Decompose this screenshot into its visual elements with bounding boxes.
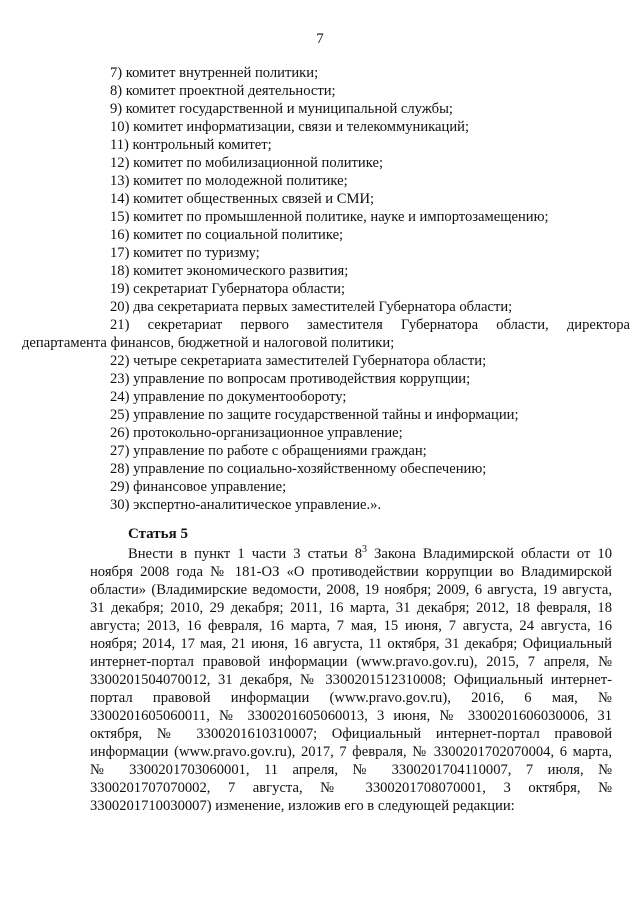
- list-item: 30) экспертно-аналитическое управление.».: [110, 497, 382, 513]
- list-item: 12) комитет по мобилизационной политике;: [110, 155, 383, 171]
- structure-list: [22, 64, 630, 514]
- list-item: 25) управление по защите государственной тайны и информации;: [110, 407, 519, 423]
- list-item: 26) протокольно-организационное управление;: [110, 425, 403, 441]
- list-item-21-text: 21) секретариат первого заместителя Губернатора области, директора: [110, 317, 630, 333]
- list-item: 11) контрольный комитет;: [110, 137, 272, 153]
- list-item: 13) комитет по молодежной политике;: [110, 173, 348, 189]
- list-item: 9) комитет государственной и муниципальной службы;: [110, 101, 453, 117]
- list-item-21: [22, 316, 630, 352]
- list-item: 20) два секретариата первых заместителей Губернатора области;: [110, 299, 513, 315]
- list-item: 7) комитет внутренней политики;: [110, 65, 319, 81]
- list-item: 19) секретариат Губернатора области;: [110, 281, 346, 297]
- list-item: 18) комитет экономического развития;: [110, 263, 349, 279]
- list-item: 15) комитет по промышленной политике, науке и импортозамещению;: [110, 209, 549, 225]
- list-item: 24) управление по документообороту;: [110, 389, 347, 405]
- list-item: 16) комитет по социальной политике;: [110, 227, 344, 243]
- list-item: 22) четыре секретариата заместителей Губернатора области;: [110, 353, 487, 369]
- list-item: 23) управление по вопросам противодействия коррупции;: [110, 371, 471, 387]
- list-item-21-continuation: департамента финансов, бюджетной и налоговой политики;: [22, 335, 395, 351]
- list-item: 10) комитет информатизации, связи и телекоммуникаций;: [110, 119, 470, 135]
- article-intro: Внести в пункт 1 части 3 статьи 8: [128, 546, 363, 562]
- page-number: 7: [316, 31, 324, 47]
- list-item: 28) управление по социально-хозяйственному обеспечению;: [110, 461, 487, 477]
- article-body: [90, 545, 612, 815]
- list-item: 14) комитет общественных связей и СМИ;: [110, 191, 375, 207]
- list-item: 17) комитет по туризму;: [110, 245, 260, 261]
- article-text: Закона Владимирской области от 10 ноября 2008 года № 181-ОЗ «О противодействии коррупции во Владимирской области» (Владимирские ведомости, 2008, 19 ноября; 2009, 6 августа, 19 августа, 31 декабря; 2010, 29 декабря; 2011, 16 марта, 31 декабря; 2012, 18 февраля, 18 августа; 2013, 16 февраля, 16 марта, 7 мая, 15 июня, 7 августа, 24 августа, 16 ноября; 2014, 17 мая, 21 июня, 16 августа, 11 октября, 31 декабря; Официальный интернет-портал правовой информации (www.pravo.gov.ru), 2015, 7 апреля, № 3300201504070012, 31 декабря, № 3300201512310008; Официальный интернет-портал правовой информации (www.pravo.gov.ru), 2016, 6 мая, № 3300201605060011, № 3300201605060013, 3 июня, № 3300201606030006, 31 октября, № 3300201610310007; Официальный интернет-портал правовой информации (www.pravo.gov.ru), 2017, 7 февраля, № 3300201702070004, 6 марта, № 3300201703060001, 11 апреля, № 3300201704110007, 7 июля, № 3300201707070002, 7 августа, № 3300201708070001, 3 октября, № 3300201710030007) изменение, изложив его в следующей редакции:: [90, 546, 613, 814]
- list-item: 27) управление по работе с обращениями граждан;: [110, 443, 427, 459]
- list-item: 29) финансовое управление;: [110, 479, 287, 495]
- article-superscript: 3: [362, 544, 368, 556]
- article-title: Статья 5: [128, 526, 188, 542]
- list-item: 8) комитет проектной деятельности;: [110, 83, 336, 99]
